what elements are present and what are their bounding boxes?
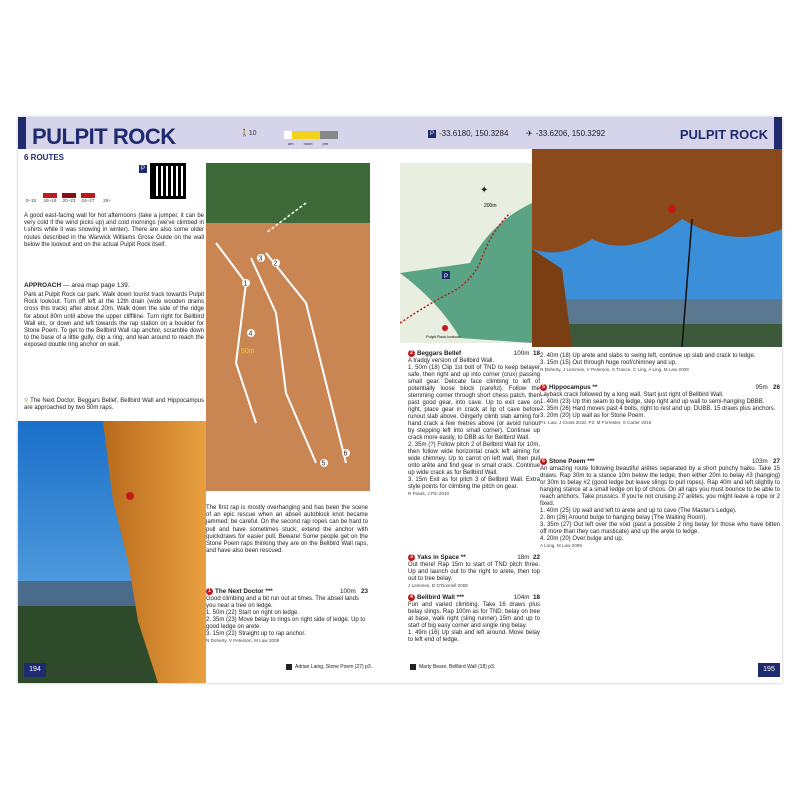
route-2: 2 Beggars Bellef 100m 18 A tradqy version of Bellbird Wall. 1. 50m (18) Clip 1st bolt of TND to keep belayer safe, then right and up into corner (crux) passing small gear. Delicate face climbing to left of potentially loose block (careful). Follow the stemming corner through short chess patch, then past good gear, into cave. Up to exit cave on right, place gear in crack at lip of cave before runout slab above. Gingerly climb slab aiming for hand crack a few metres above (or avoid runout by stepping left into small corner). Continue up crack more easily, to DBB as for Bellbird Wall. 2. 35m (?) Follow pitch 2 of Bellbird Wall for 10m, then follow wide horizontal crack left aiming for wide chimney. Up to carrot on left wall, then pull onto arête and find gear in small crack. Continue up wide crack as for Bellbird Wall. 3. 15m Exit as for pitch 3 of Bellbird Wall. Extra style points for climbing the pitch on gear. R Powis, J Pin 2010 (408, 350, 540, 497)
right-page-title: PULPIT ROCK (679, 127, 768, 142)
rap-warning-text: The first rap is mostly overhanging and has been the scene of an epic rescue when an abseil autoblock knot became jammed; be careful. On the second rap ropes can be hard to pull and have sometimes stuck; extend the anchor with quickdraws for easier pull. Beware! Some people get on the Stone Poem raps thinking they are on the Bellbird Wall raps, and have also been rescued. (206, 505, 368, 555)
rap-icon: ⚲ (24, 398, 31, 404)
right-header-bar (400, 117, 782, 149)
sun-labels: am noon pm (288, 141, 329, 146)
photo-caption-left: Adrian Laing, Stone Poem (27) p3. (286, 664, 372, 670)
topo-label: 3 (258, 255, 263, 263)
topo-label: 50m (241, 348, 255, 355)
north-arrow-icon: ✦ (480, 185, 489, 196)
topo-label: 2 (273, 260, 278, 268)
page-number-right: 195 (758, 663, 780, 677)
sun-aspect-bar (284, 131, 338, 139)
approach-heading: APPROACH — area map page 139. (24, 282, 130, 289)
page-number-left: 194 (24, 663, 46, 677)
topo-label: 6 (343, 450, 348, 458)
parking-icon: P (429, 130, 434, 137)
route-4: 4 Bellbird Wall *** 104m 18 Fun and varied climbing. Take 16 draws plus belay slings. Rap 100m as for TND, belay on tree at base, walk right (sling runner) 15m and up to start of big easy corner and single ring belay. 1. 49m (16) Up slab and left around. Move belay to left end of ledge. (408, 594, 540, 644)
photo-caption-right: Marty Beare, Bellbird Wall (18) p3. (410, 664, 495, 670)
route-5: 5 Hippocampus ** 95m 26 Layback crack followed by a long wall. Start just right of Bellbird Wall. 1. 40m (23) Up thin seam to big ledge, step right and up wall to semi-hanging DBBB. 2. 35m (26) Hard moves past 4 bolts, right to rest and up. DUBB. 15 draws plus anchors. 3. 20m (20) Up wall as for Stone Poem. P1: Law, J Cross 2010, P2: M Forrester, S Carter 2015 (540, 384, 780, 426)
route-1: 1 The Next Doctor *** 100m 23 Good climbing and a bit run out at times. The abseil lands you near a tree on ledge. 1. 50m (22) Start on right on ledge. 2. 35m (23) Move belay to rings on right side of ledge. Up to good ledge on arete. 3. 15m (22) Straight up to rap anchor. N Doherty, V Peterson, M Law 2009 (206, 588, 368, 644)
map-lookout-label: Pulpit Rock lookout (426, 334, 461, 339)
roof-climber-photo (532, 149, 782, 347)
route-6: 6 Stone Poem *** 103m 27 An amazing route following beautiful arêtes separated by a short punchy haiku. Take 15 draws. Rap 30m to a stance 10m below the ledge, then either 20m to belay #3 (hanging) or 30m to belay #2 (good ledge but leave slings to pull ropes). Rap 40m and left slightly to hanging stance at a small ledge on lip of chcos. On all raps you must bounce to be able to reach anchors. Take prussics. If you're not cruising 27 arêtes, you might leave a rope or 2 fixed. 1. 40m (25) Up wall and left to arete and up to cave (The Master's Ledge). 2. 8m (26) Around bulge to hanging belay (The Waiting Room). 3. 35m (27) Out left over the void (past a possible 2 ring belay for those who have bitten off more than they can masticate) and up the arete to ledge. 4. 20m (20) Over bulge and up. A Long, M Law 2008 (540, 458, 780, 549)
approach-text: Park at Pulpit Rock car park. Walk down tourist track towards Pulpit Rock lookout. Turn off left at the 12th drain (wide wooden drains cross this track) after about 20m. Walk down the side of the ridge for about 80m until above the upper clifflline. Turn right for Bellbird Wall etc, or down and left towards the rap station on a boulder for Stone Poem. To get to the Bellbird Wall rap anchor, scramble down to the base of a little gully, clip a ring, and lean around to reach the exposed double ring anchor on wall. (24, 292, 204, 349)
route-3: 3 Yaks in Space ** 18m 22 Out there! Rap 15m to start of TND pitch three. Up and launch out to the right to arete, then top out to tree belay. J Lemmes, D O'Donnell 2009 (408, 554, 540, 589)
walk-icon: ✈ (526, 129, 533, 138)
climber-photo (18, 421, 206, 683)
grade-histogram: 0–15 16–19 20–23 24–27 28+ (24, 193, 114, 203)
map-scale: 200m (484, 203, 497, 209)
intro-text: A good east-facing wall for hot afternoons (take a jumper, it can be very cold if the wind picks up) and cold mornings (we've climbed in t-shirts while it was snowing in winter). There are also some older routes described in the Warwick Williams Grose Guide on the wall below the lookout and on the actual Pulpit Rock itself. (24, 213, 204, 248)
gps-parking: P -33.6180, 150.3284 (429, 129, 509, 138)
qr-code[interactable] (150, 163, 186, 199)
route-count: 6 ROUTES (24, 153, 65, 162)
topo-label: 4 (248, 330, 253, 338)
topo-label: 5 (321, 460, 326, 468)
gps-crag: ✈ -33.6206, 150.3292 (526, 129, 606, 138)
route-4-cont: 2. 40m (18) Up arete and slabs to swing left, continue up slab and crack to ledge. 3. 15m (15) Out through huge roof/chimney and up. N Doherty, J Lemmes, V Peterson, S Trance, C Ling, A Ling, M Law 2009 (540, 353, 756, 372)
hiker-icon: 🚶 (240, 130, 249, 137)
parking-icon: P (140, 166, 145, 172)
rap-access-text: ⚲ The Next Doctor, Beggars Bellef, Bellbird Wall and Hippocampus are approached by two 50m raps. (24, 398, 205, 412)
page-title: PULPIT ROCK (32, 124, 176, 149)
book-spread (18, 117, 782, 683)
svg-text:P: P (444, 274, 449, 280)
walk-time: 🚶10 (240, 130, 257, 137)
topo-photo (206, 163, 370, 491)
topo-label: 1 (243, 280, 248, 288)
area-map (400, 163, 532, 343)
